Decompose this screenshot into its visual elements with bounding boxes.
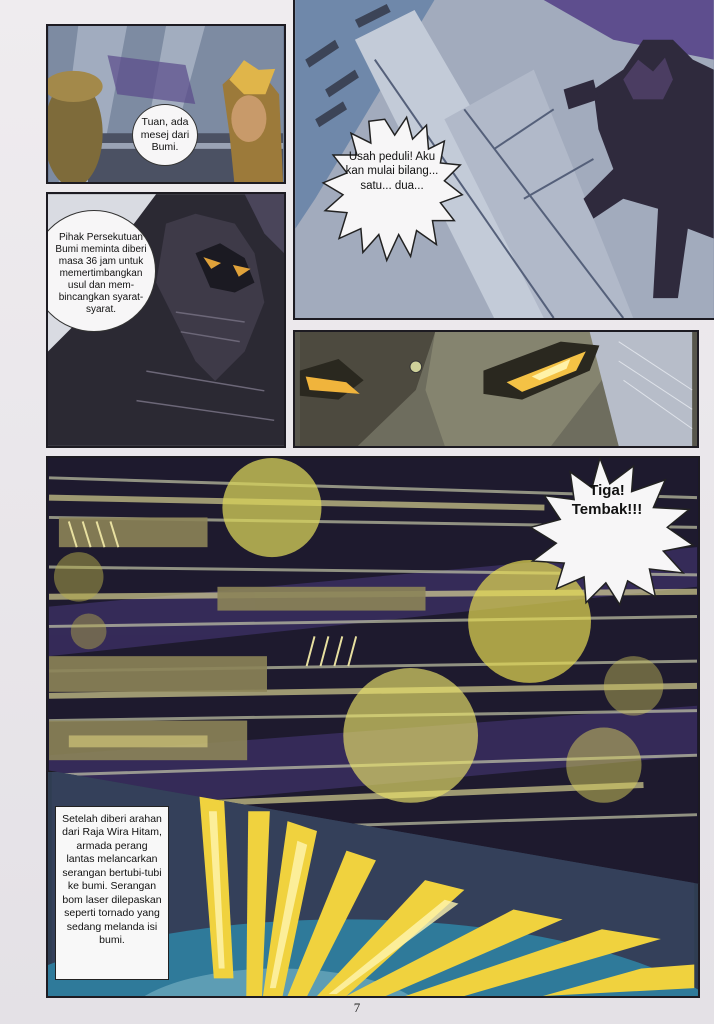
page-number: 7 [353, 1000, 361, 1015]
panel-3 [46, 192, 286, 448]
panel-2 [293, 0, 714, 320]
speech-bubble-tuan: Tuan, ada mesej dari Bumi. [132, 104, 198, 166]
speech-bubble-persekutuan: Pihak Persekutuan Bumi meminta diberi masa 36 jam untuk memertimbangkan usul dan mem-bincangkan syarat-syarat. [46, 210, 156, 332]
speech-burst-tiga-text: Tiga! Tembak!!! [571, 482, 643, 518]
narration-caption: Setelah diberi arahan dari Raja Wira Hitam, armada perang lantas melancarkan serangan bertubi-tubi ke bumi. Serangan bom laser dilepaskan seperti tornado yang sedang melanda isi bumi. [55, 806, 169, 980]
panel-4-art [295, 332, 697, 446]
speech-burst-usah-text: Usah peduli! Aku kan mulai bilang... satu... dua... [345, 151, 439, 192]
panel-1 [46, 24, 286, 184]
panel-4 [293, 330, 699, 448]
